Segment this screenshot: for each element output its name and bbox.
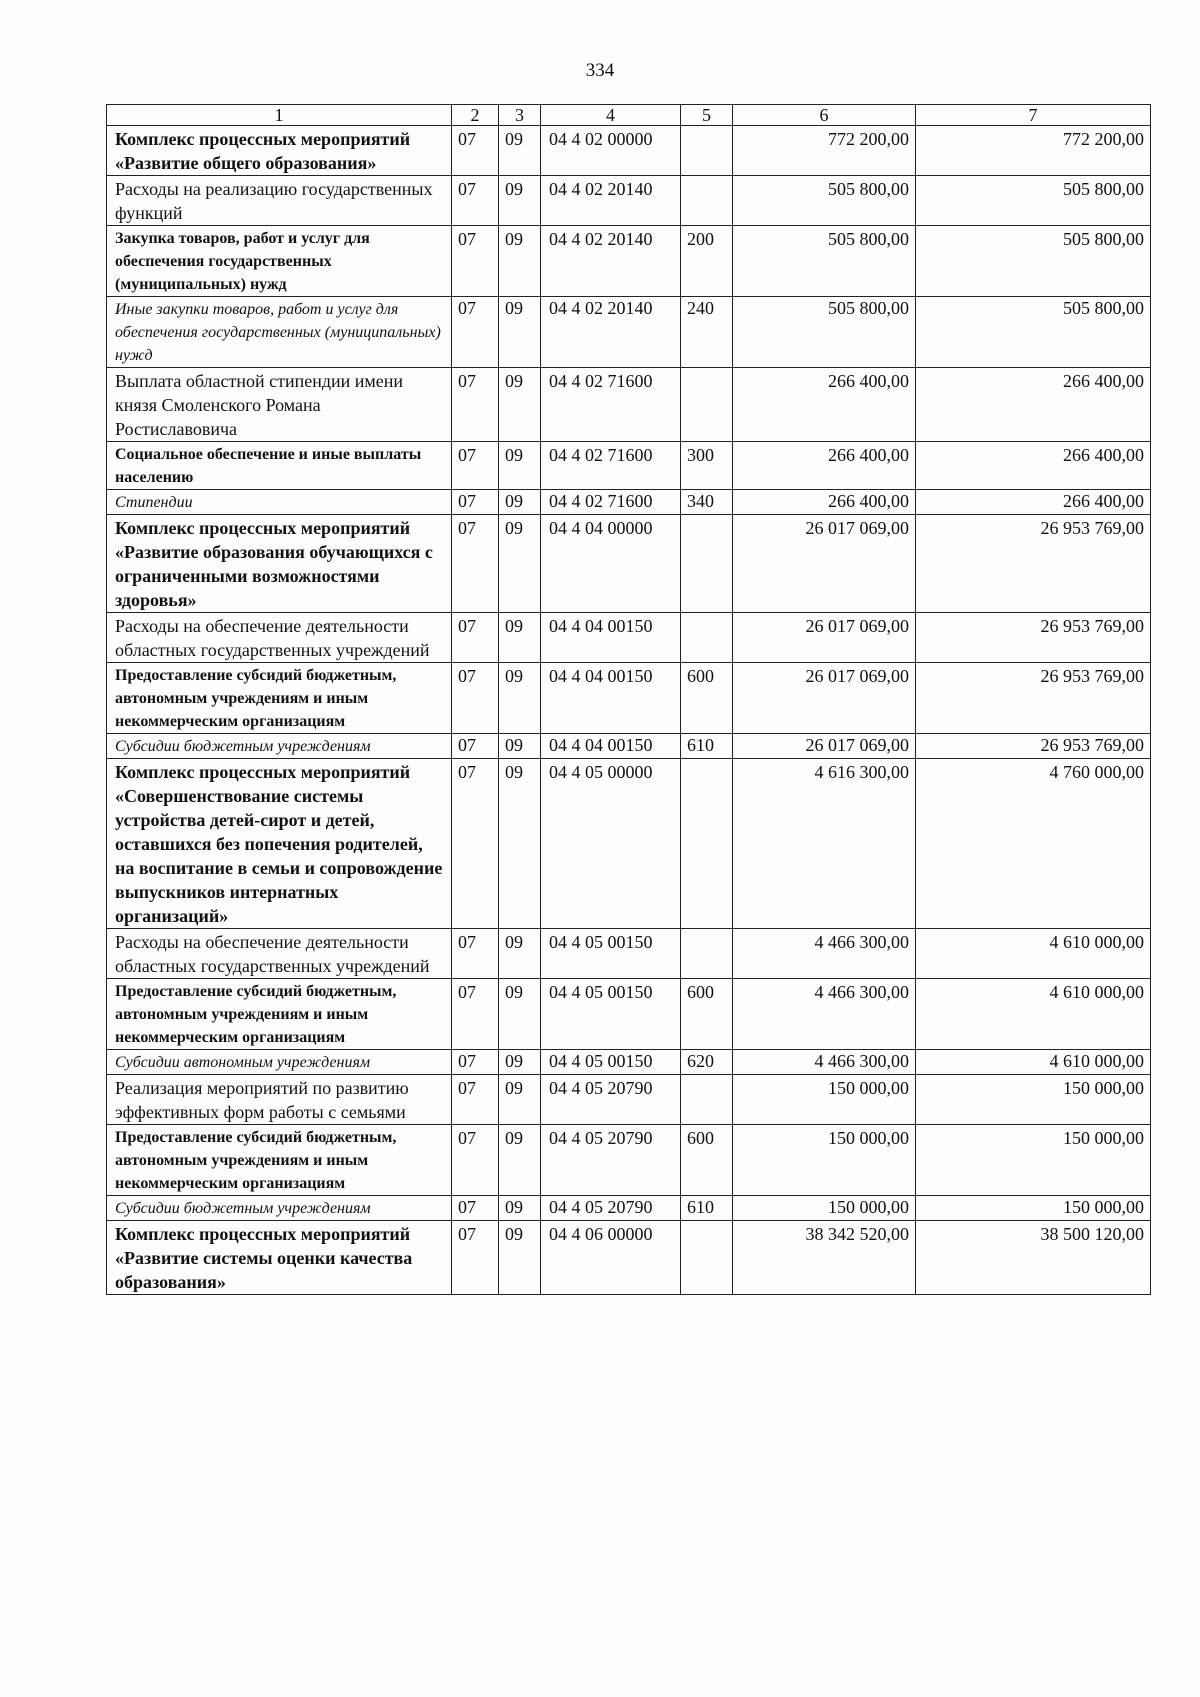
table-row — [107, 663, 1151, 734]
section-code-cell: 07 — [452, 176, 499, 226]
row-name-cell: Предоставление субсидий бюджетным, автономным учреждениям и иным некоммерческим организациям — [107, 979, 452, 1050]
section-code-cell: 07 — [452, 1196, 499, 1221]
table-row — [107, 1221, 1151, 1295]
expense-type-cell — [681, 368, 733, 442]
section-code-cell: 07 — [452, 1125, 499, 1196]
section-code-cell: 07 — [452, 613, 499, 663]
amount-year2-cell: 26 953 769,00 — [916, 734, 1151, 759]
amount-year1-cell: 4 466 300,00 — [733, 979, 916, 1050]
target-article-cell: 04 4 05 20790 — [541, 1075, 681, 1125]
table-row — [107, 226, 1151, 297]
amount-year2-cell: 4 760 000,00 — [916, 759, 1151, 929]
amount-year2-cell: 266 400,00 — [916, 490, 1151, 515]
row-name-cell: Субсидии автономным учреждениям — [107, 1050, 452, 1075]
subsection-code-cell: 09 — [499, 1221, 541, 1295]
section-code-cell: 07 — [452, 490, 499, 515]
subsection-code-cell: 09 — [499, 1050, 541, 1075]
target-article-cell: 04 4 04 00150 — [541, 734, 681, 759]
expense-type-cell: 240 — [681, 297, 733, 368]
amount-year2-cell: 505 800,00 — [916, 226, 1151, 297]
expense-type-cell — [681, 759, 733, 929]
header-cell: 3 — [499, 105, 541, 126]
expense-type-cell — [681, 515, 733, 613]
amount-year2-cell: 150 000,00 — [916, 1125, 1151, 1196]
expense-type-cell — [681, 126, 733, 176]
table-row — [107, 1196, 1151, 1221]
target-article-cell: 04 4 02 20140 — [541, 297, 681, 368]
amount-year2-cell: 150 000,00 — [916, 1196, 1151, 1221]
subsection-code-cell: 09 — [499, 176, 541, 226]
amount-year2-cell: 4 610 000,00 — [916, 979, 1151, 1050]
row-name-cell: Субсидии бюджетным учреждениям — [107, 734, 452, 759]
table-row — [107, 759, 1151, 929]
expense-type-cell: 340 — [681, 490, 733, 515]
header-cell: 1 — [107, 105, 452, 126]
subsection-code-cell: 09 — [499, 226, 541, 297]
subsection-code-cell: 09 — [499, 734, 541, 759]
section-code-cell: 07 — [452, 297, 499, 368]
section-code-cell: 07 — [452, 1221, 499, 1295]
amount-year2-cell: 26 953 769,00 — [916, 663, 1151, 734]
subsection-code-cell: 09 — [499, 1125, 541, 1196]
amount-year2-cell: 505 800,00 — [916, 297, 1151, 368]
header-cell: 7 — [916, 105, 1151, 126]
subsection-code-cell: 09 — [499, 442, 541, 490]
row-name-cell: Реализация мероприятий по развитию эффективных форм работы с семьями — [107, 1075, 452, 1125]
amount-year1-cell: 26 017 069,00 — [733, 613, 916, 663]
target-article-cell: 04 4 05 20790 — [541, 1196, 681, 1221]
expense-type-cell — [681, 176, 733, 226]
table-row — [107, 442, 1151, 490]
target-article-cell: 04 4 04 00000 — [541, 515, 681, 613]
expense-type-cell — [681, 929, 733, 979]
amount-year1-cell: 4 466 300,00 — [733, 1050, 916, 1075]
target-article-cell: 04 4 06 00000 — [541, 1221, 681, 1295]
subsection-code-cell: 09 — [499, 368, 541, 442]
row-name-cell: Комплекс процессных мероприятий «Развитие общего образования» — [107, 126, 452, 176]
target-article-cell: 04 4 05 20790 — [541, 1125, 681, 1196]
section-code-cell: 07 — [452, 734, 499, 759]
section-code-cell: 07 — [452, 368, 499, 442]
table-row — [107, 929, 1151, 979]
row-name-cell: Субсидии бюджетным учреждениям — [107, 1196, 452, 1221]
section-code-cell: 07 — [452, 663, 499, 734]
subsection-code-cell: 09 — [499, 929, 541, 979]
expense-type-cell: 600 — [681, 979, 733, 1050]
amount-year2-cell: 26 953 769,00 — [916, 613, 1151, 663]
amount-year2-cell: 4 610 000,00 — [916, 929, 1151, 979]
expense-type-cell: 610 — [681, 1196, 733, 1221]
amount-year2-cell: 266 400,00 — [916, 368, 1151, 442]
amount-year2-cell: 266 400,00 — [916, 442, 1151, 490]
table-row — [107, 734, 1151, 759]
row-name-cell: Иные закупки товаров, работ и услуг для обеспечения государственных (муниципальных) нужд — [107, 297, 452, 368]
header-cell: 6 — [733, 105, 916, 126]
section-code-cell: 07 — [452, 979, 499, 1050]
expense-type-cell — [681, 613, 733, 663]
section-code-cell: 07 — [452, 226, 499, 297]
section-code-cell: 07 — [452, 929, 499, 979]
table-row — [107, 1050, 1151, 1075]
target-article-cell: 04 4 02 20140 — [541, 176, 681, 226]
row-name-cell: Комплекс процессных мероприятий «Развитие системы оценки качества образования» — [107, 1221, 452, 1295]
target-article-cell: 04 4 02 00000 — [541, 126, 681, 176]
subsection-code-cell: 09 — [499, 1075, 541, 1125]
target-article-cell: 04 4 05 00150 — [541, 979, 681, 1050]
target-article-cell: 04 4 05 00000 — [541, 759, 681, 929]
row-name-cell: Комплекс процессных мероприятий «Совершенствование системы устройства детей-сирот и детей, оставшихся без попечения родителей, на воспитание в семьи и сопровождение выпускников интернатных организаций» — [107, 759, 452, 929]
header-cell: 4 — [541, 105, 681, 126]
target-article-cell: 04 4 02 71600 — [541, 442, 681, 490]
amount-year1-cell: 4 616 300,00 — [733, 759, 916, 929]
table-row — [107, 368, 1151, 442]
subsection-code-cell: 09 — [499, 297, 541, 368]
section-code-cell: 07 — [452, 515, 499, 613]
section-code-cell: 07 — [452, 1075, 499, 1125]
amount-year1-cell: 266 400,00 — [733, 368, 916, 442]
table-row — [107, 515, 1151, 613]
amount-year1-cell: 150 000,00 — [733, 1125, 916, 1196]
section-code-cell: 07 — [452, 126, 499, 176]
subsection-code-cell: 09 — [499, 490, 541, 515]
row-name-cell: Закупка товаров, работ и услуг для обеспечения государственных (муниципальных) нужд — [107, 226, 452, 297]
row-name-cell: Расходы на обеспечение деятельности областных государственных учреждений — [107, 929, 452, 979]
target-article-cell: 04 4 05 00150 — [541, 929, 681, 979]
subsection-code-cell: 09 — [499, 126, 541, 176]
target-article-cell: 04 4 02 71600 — [541, 490, 681, 515]
amount-year2-cell: 772 200,00 — [916, 126, 1151, 176]
amount-year1-cell: 38 342 520,00 — [733, 1221, 916, 1295]
amount-year2-cell: 26 953 769,00 — [916, 515, 1151, 613]
amount-year1-cell: 505 800,00 — [733, 297, 916, 368]
budget-table — [106, 104, 1151, 1295]
row-name-cell: Социальное обеспечение и иные выплаты населению — [107, 442, 452, 490]
header-cell: 5 — [681, 105, 733, 126]
expense-type-cell: 300 — [681, 442, 733, 490]
expense-type-cell: 610 — [681, 734, 733, 759]
subsection-code-cell: 09 — [499, 613, 541, 663]
section-code-cell: 07 — [452, 1050, 499, 1075]
target-article-cell: 04 4 04 00150 — [541, 663, 681, 734]
page-number: 334 — [585, 60, 615, 81]
row-name-cell: Комплекс процессных мероприятий «Развитие образования обучающихся с ограниченными возможностями здоровья» — [107, 515, 452, 613]
target-article-cell: 04 4 04 00150 — [541, 613, 681, 663]
table-row — [107, 297, 1151, 368]
amount-year1-cell: 266 400,00 — [733, 442, 916, 490]
expense-type-cell: 620 — [681, 1050, 733, 1075]
amount-year2-cell: 4 610 000,00 — [916, 1050, 1151, 1075]
table-row — [107, 979, 1151, 1050]
section-code-cell: 07 — [452, 759, 499, 929]
amount-year2-cell: 505 800,00 — [916, 176, 1151, 226]
subsection-code-cell: 09 — [499, 515, 541, 613]
row-name-cell: Предоставление субсидий бюджетным, автономным учреждениям и иным некоммерческим организациям — [107, 1125, 452, 1196]
row-name-cell: Предоставление субсидий бюджетным, автономным учреждениям и иным некоммерческим организациям — [107, 663, 452, 734]
amount-year1-cell: 26 017 069,00 — [733, 663, 916, 734]
row-name-cell: Выплата областной стипендии имени князя Смоленского Романа Ростиславовича — [107, 368, 452, 442]
table-row — [107, 126, 1151, 176]
target-article-cell: 04 4 02 20140 — [541, 226, 681, 297]
amount-year1-cell: 772 200,00 — [733, 126, 916, 176]
amount-year1-cell: 26 017 069,00 — [733, 734, 916, 759]
row-name-cell: Расходы на обеспечение деятельности областных государственных учреждений — [107, 613, 452, 663]
section-code-cell: 07 — [452, 442, 499, 490]
amount-year1-cell: 150 000,00 — [733, 1196, 916, 1221]
expense-type-cell: 600 — [681, 1125, 733, 1196]
subsection-code-cell: 09 — [499, 759, 541, 929]
amount-year1-cell: 505 800,00 — [733, 176, 916, 226]
target-article-cell: 04 4 05 00150 — [541, 1050, 681, 1075]
row-name-cell: Стипендии — [107, 490, 452, 515]
amount-year1-cell: 150 000,00 — [733, 1075, 916, 1125]
amount-year2-cell: 150 000,00 — [916, 1075, 1151, 1125]
expense-type-cell: 200 — [681, 226, 733, 297]
expense-type-cell — [681, 1221, 733, 1295]
table-header-row — [107, 105, 1151, 126]
header-cell: 2 — [452, 105, 499, 126]
expense-type-cell — [681, 1075, 733, 1125]
subsection-code-cell: 09 — [499, 979, 541, 1050]
subsection-code-cell: 09 — [499, 1196, 541, 1221]
amount-year1-cell: 4 466 300,00 — [733, 929, 916, 979]
table-row — [107, 1125, 1151, 1196]
amount-year1-cell: 26 017 069,00 — [733, 515, 916, 613]
amount-year1-cell: 505 800,00 — [733, 226, 916, 297]
table-row — [107, 613, 1151, 663]
row-name-cell: Расходы на реализацию государственных функций — [107, 176, 452, 226]
expense-type-cell: 600 — [681, 663, 733, 734]
target-article-cell: 04 4 02 71600 — [541, 368, 681, 442]
subsection-code-cell: 09 — [499, 663, 541, 734]
amount-year2-cell: 38 500 120,00 — [916, 1221, 1151, 1295]
amount-year1-cell: 266 400,00 — [733, 490, 916, 515]
table-row — [107, 1075, 1151, 1125]
table-row — [107, 176, 1151, 226]
table-row — [107, 490, 1151, 515]
